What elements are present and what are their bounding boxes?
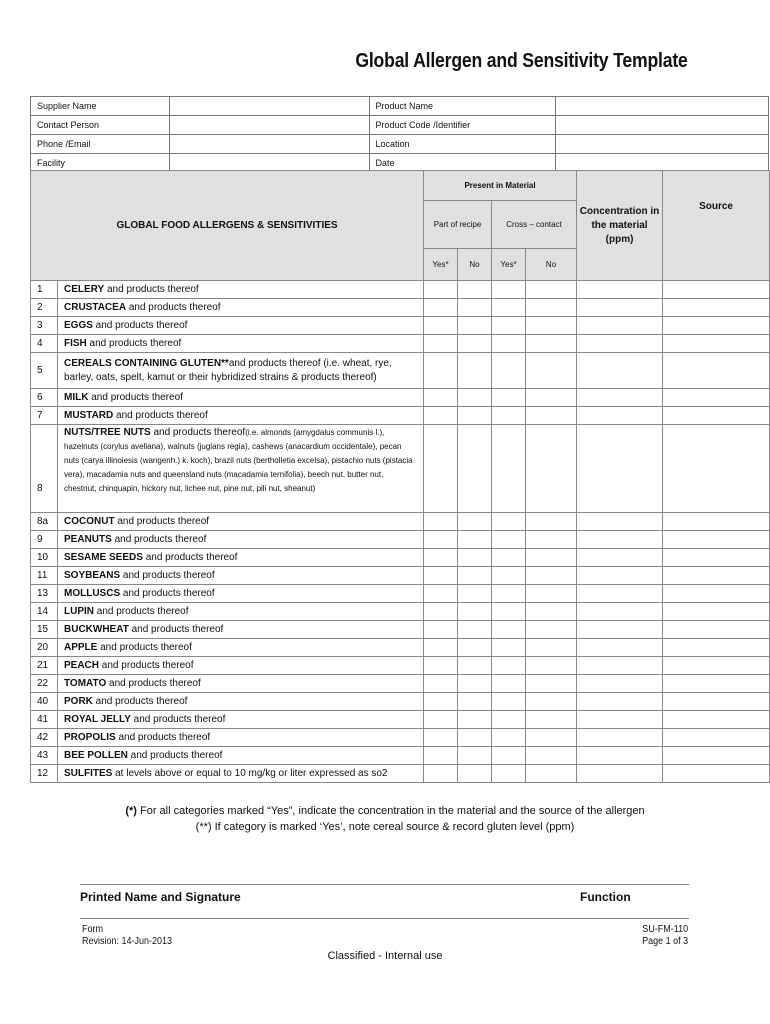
allergen-name bbox=[58, 531, 424, 549]
present-in-material-header: Present in Material bbox=[424, 171, 577, 201]
cross-yes-header: Yes* bbox=[492, 249, 526, 281]
source-cell[interactable] bbox=[663, 657, 770, 675]
allergen-name bbox=[58, 603, 424, 621]
allergen-name bbox=[58, 675, 424, 693]
cross-no-cell[interactable] bbox=[526, 585, 577, 603]
recipe-yes-cell[interactable] bbox=[424, 353, 458, 389]
cross-yes-cell[interactable] bbox=[492, 765, 526, 783]
note-marker: (*) bbox=[125, 805, 137, 817]
allergen-label: MOLLUSCS bbox=[64, 587, 121, 599]
recipe-yes-cell[interactable] bbox=[424, 585, 458, 603]
allergen-name bbox=[58, 281, 424, 299]
phone-email-label: Phone /Email bbox=[31, 135, 170, 154]
concentration-cell[interactable] bbox=[577, 281, 663, 299]
cross-yes-cell[interactable] bbox=[492, 657, 526, 675]
source-cell[interactable] bbox=[663, 621, 770, 639]
concentration-cell[interactable] bbox=[577, 567, 663, 585]
allergen-description: and products thereof bbox=[128, 623, 224, 635]
allergen-label: SOYBEANS bbox=[64, 569, 121, 581]
concentration-cell[interactable] bbox=[577, 603, 663, 621]
allergen-number: 8a bbox=[31, 513, 58, 531]
allergen-number: 13 bbox=[31, 585, 58, 603]
allergen-description: and products thereof bbox=[114, 515, 210, 527]
allergen-row bbox=[31, 425, 770, 513]
allergen-label: APPLE bbox=[64, 641, 98, 653]
cross-yes-cell[interactable] bbox=[492, 299, 526, 317]
recipe-yes-cell[interactable] bbox=[424, 603, 458, 621]
concentration-cell[interactable] bbox=[577, 621, 663, 639]
cross-no-cell[interactable] bbox=[526, 729, 577, 747]
recipe-no-cell[interactable] bbox=[458, 299, 492, 317]
allergen-description: and products thereof bbox=[130, 713, 226, 725]
allergen-number: 21 bbox=[31, 657, 58, 675]
allergen-row bbox=[31, 389, 770, 407]
allergen-description: and products thereof bbox=[150, 427, 246, 438]
recipe-no-cell[interactable] bbox=[458, 567, 492, 585]
concentration-cell[interactable] bbox=[577, 407, 663, 425]
product-code-field[interactable] bbox=[556, 116, 769, 135]
cross-no-cell[interactable] bbox=[526, 621, 577, 639]
allergen-name bbox=[58, 549, 424, 567]
allergen-name bbox=[58, 407, 424, 425]
allergen-description: and products thereof bbox=[120, 569, 215, 581]
cross-yes-cell[interactable] bbox=[492, 693, 526, 711]
allergen-name bbox=[58, 317, 424, 335]
location-label: Location bbox=[369, 135, 556, 154]
source-cell[interactable] bbox=[663, 747, 770, 765]
allergen-row bbox=[31, 639, 770, 657]
cross-yes-cell[interactable] bbox=[492, 425, 526, 513]
allergen-description: and products thereof bbox=[99, 659, 194, 671]
recipe-yes-cell[interactable] bbox=[424, 657, 458, 675]
allergen-label: PEACH bbox=[64, 659, 100, 671]
concentration-cell[interactable] bbox=[577, 317, 663, 335]
recipe-no-cell[interactable] bbox=[458, 407, 492, 425]
recipe-no-cell[interactable] bbox=[458, 585, 492, 603]
footer-code: SU-FM-110 bbox=[642, 924, 688, 935]
allergen-description: and products thereof bbox=[142, 551, 238, 563]
allergen-row bbox=[31, 335, 770, 353]
source-cell[interactable] bbox=[663, 317, 770, 335]
note-line-1 bbox=[0, 803, 770, 819]
cross-no-cell[interactable] bbox=[526, 407, 577, 425]
allergen-name bbox=[58, 693, 424, 711]
allergen-description: and products thereof (i.e. wheat, rye, barley, oats, spelt, kamut or their hybridized strains & products thereof) bbox=[64, 357, 392, 383]
cross-no-cell[interactable] bbox=[526, 425, 577, 513]
cross-no-cell[interactable] bbox=[526, 389, 577, 407]
recipe-no-cell[interactable] bbox=[458, 425, 492, 513]
allergen-name bbox=[58, 657, 424, 675]
supplier-info-table bbox=[30, 96, 769, 173]
cross-yes-cell[interactable] bbox=[492, 317, 526, 335]
cross-yes-cell[interactable] bbox=[492, 513, 526, 531]
allergens-header: GLOBAL FOOD ALLERGENS & SENSITIVITIES bbox=[31, 171, 424, 281]
allergen-label: COCONUT bbox=[64, 515, 115, 527]
allergen-number: 22 bbox=[31, 675, 58, 693]
allergen-number: 11 bbox=[31, 567, 58, 585]
cross-yes-cell[interactable] bbox=[492, 407, 526, 425]
allergen-row bbox=[31, 729, 770, 747]
recipe-yes-cell[interactable] bbox=[424, 281, 458, 299]
recipe-no-cell[interactable] bbox=[458, 513, 492, 531]
allergen-label: TOMATO bbox=[64, 677, 107, 689]
allergen-label: SESAME SEEDS bbox=[64, 551, 143, 563]
cross-yes-cell[interactable] bbox=[492, 335, 526, 353]
concentration-cell[interactable] bbox=[577, 729, 663, 747]
allergen-row bbox=[31, 299, 770, 317]
allergen-name bbox=[58, 621, 424, 639]
note-line-2: (**) If category is marked ‘Yes’, note cereal source & record gluten level (ppm) bbox=[195, 821, 575, 833]
cross-yes-cell[interactable] bbox=[492, 281, 526, 299]
cross-yes-cell[interactable] bbox=[492, 567, 526, 585]
cross-no-cell[interactable] bbox=[526, 549, 577, 567]
allergen-description: and products thereof bbox=[104, 283, 199, 295]
source-cell[interactable] bbox=[663, 711, 770, 729]
allergen-table bbox=[30, 170, 770, 783]
cross-no-cell[interactable] bbox=[526, 353, 577, 389]
concentration-cell[interactable] bbox=[577, 389, 663, 407]
cross-no-cell[interactable] bbox=[526, 639, 577, 657]
allergen-description: and products thereof bbox=[86, 337, 182, 349]
footer-revision: Revision: 14-Jun-2013 bbox=[82, 936, 173, 947]
recipe-yes-cell[interactable] bbox=[424, 729, 458, 747]
cross-yes-cell[interactable] bbox=[492, 711, 526, 729]
concentration-cell[interactable] bbox=[577, 531, 663, 549]
allergen-row bbox=[31, 747, 770, 765]
cross-yes-cell[interactable] bbox=[492, 603, 526, 621]
allergen-label: ROYAL JELLY bbox=[64, 713, 131, 725]
allergen-number: 10 bbox=[31, 549, 58, 567]
product-code-label: Product Code /Identifier bbox=[369, 116, 556, 135]
concentration-cell[interactable] bbox=[577, 657, 663, 675]
cross-yes-cell[interactable] bbox=[492, 585, 526, 603]
cross-contact-header: Cross – contact bbox=[492, 201, 577, 249]
cross-no-cell[interactable] bbox=[526, 765, 577, 783]
allergen-number: 7 bbox=[31, 407, 58, 425]
allergen-description: and products thereof bbox=[127, 749, 223, 761]
contact-person-label: Contact Person bbox=[31, 116, 170, 135]
recipe-yes-cell[interactable] bbox=[424, 389, 458, 407]
source-cell[interactable] bbox=[663, 353, 770, 389]
allergen-name bbox=[58, 711, 424, 729]
allergen-row bbox=[31, 549, 770, 567]
cross-no-cell[interactable] bbox=[526, 693, 577, 711]
cross-no-cell[interactable] bbox=[526, 299, 577, 317]
recipe-yes-cell[interactable] bbox=[424, 317, 458, 335]
concentration-cell[interactable] bbox=[577, 513, 663, 531]
allergen-number: 8 bbox=[31, 425, 58, 513]
recipe-no-header: No bbox=[458, 249, 492, 281]
concentration-header: Concentration in the material (ppm) bbox=[577, 171, 663, 281]
allergen-name bbox=[58, 765, 424, 783]
recipe-no-cell[interactable] bbox=[458, 281, 492, 299]
cross-yes-cell[interactable] bbox=[492, 549, 526, 567]
concentration-cell[interactable] bbox=[577, 711, 663, 729]
footer-classification: Classified - Internal use bbox=[327, 950, 443, 962]
source-cell[interactable] bbox=[663, 585, 770, 603]
source-cell[interactable] bbox=[663, 549, 770, 567]
product-name-label: Product Name bbox=[369, 97, 556, 116]
facility-label: Facility bbox=[31, 154, 170, 173]
recipe-no-cell[interactable] bbox=[458, 317, 492, 335]
concentration-cell[interactable] bbox=[577, 585, 663, 603]
cross-yes-cell[interactable] bbox=[492, 675, 526, 693]
allergen-number: 5 bbox=[31, 353, 58, 389]
source-cell[interactable] bbox=[663, 603, 770, 621]
cross-yes-cell[interactable] bbox=[492, 729, 526, 747]
cross-no-cell[interactable] bbox=[526, 281, 577, 299]
allergen-description: and products thereof bbox=[106, 677, 201, 689]
allergen-row bbox=[31, 657, 770, 675]
concentration-cell[interactable] bbox=[577, 549, 663, 567]
allergen-number: 3 bbox=[31, 317, 58, 335]
allergen-description: and products thereof bbox=[113, 409, 208, 421]
cross-yes-cell[interactable] bbox=[492, 389, 526, 407]
signature-line bbox=[80, 884, 689, 885]
concentration-cell[interactable] bbox=[577, 693, 663, 711]
allergen-label: MUSTARD bbox=[64, 409, 114, 421]
recipe-yes-cell[interactable] bbox=[424, 513, 458, 531]
recipe-no-cell[interactable] bbox=[458, 639, 492, 657]
allergen-label: CRUSTACEA bbox=[64, 301, 127, 313]
allergen-label: MILK bbox=[64, 391, 89, 403]
allergen-label: PEANUTS bbox=[64, 533, 112, 545]
allergen-number: 40 bbox=[31, 693, 58, 711]
allergen-name bbox=[58, 513, 424, 531]
allergen-row bbox=[31, 675, 770, 693]
concentration-cell[interactable] bbox=[577, 639, 663, 657]
page-title: Global Allergen and Sensitivity Template bbox=[355, 50, 688, 72]
footer-form: Form bbox=[82, 924, 104, 935]
allergen-number: 14 bbox=[31, 603, 58, 621]
contact-person-field[interactable] bbox=[169, 116, 369, 135]
allergen-number: 2 bbox=[31, 299, 58, 317]
source-cell[interactable] bbox=[663, 693, 770, 711]
recipe-yes-cell[interactable] bbox=[424, 549, 458, 567]
part-of-recipe-header: Part of recipe bbox=[424, 201, 492, 249]
source-cell[interactable] bbox=[663, 639, 770, 657]
nuts-detail: (i.e. almonds (amygdalus communis l.), hazelnuts (corylus avellana), walnuts (juglans regia), cashews (anacardium occidentale), pecan nuts (carya illinoiesis (wangenh.) k. koch), brazil nuts (bertholletia excelsa), pistachio nuts (pistacia vera), macadamia nuts and queensland nuts (macadamia ternifolia), beech nut, butter nut, chestnut, chinquapin, hickory nut, lichee nut, pine nut, pili nut, sheanut) bbox=[64, 428, 413, 493]
allergen-label: PROPOLIS bbox=[64, 731, 116, 743]
allergen-description: at levels above or equal to 10 mg/kg or liter expressed as so2 bbox=[112, 767, 388, 779]
cross-no-cell[interactable] bbox=[526, 657, 577, 675]
allergen-row bbox=[31, 281, 770, 299]
recipe-no-cell[interactable] bbox=[458, 603, 492, 621]
cross-yes-cell[interactable] bbox=[492, 621, 526, 639]
source-cell[interactable] bbox=[663, 729, 770, 747]
allergen-name bbox=[58, 747, 424, 765]
allergen-number: 41 bbox=[31, 711, 58, 729]
note-text-1: For all categories marked “Yes”, indicate the concentration in the material and the source of the allergen bbox=[136, 805, 645, 817]
recipe-no-cell[interactable] bbox=[458, 765, 492, 783]
allergen-label: NUTS/TREE NUTS bbox=[64, 427, 151, 438]
allergen-label: PORK bbox=[64, 695, 93, 707]
source-cell[interactable] bbox=[663, 425, 770, 513]
concentration-cell[interactable] bbox=[577, 353, 663, 389]
recipe-yes-cell[interactable] bbox=[424, 765, 458, 783]
allergen-name bbox=[58, 353, 424, 389]
source-cell[interactable] bbox=[663, 281, 770, 299]
allergen-label: LUPIN bbox=[64, 605, 94, 617]
footer-left bbox=[82, 924, 172, 948]
allergen-row bbox=[31, 513, 770, 531]
cross-yes-cell[interactable] bbox=[492, 531, 526, 549]
allergen-row bbox=[31, 603, 770, 621]
printed-name-label: Printed Name and Signature bbox=[80, 890, 241, 904]
allergen-name bbox=[58, 567, 424, 585]
cross-no-cell[interactable] bbox=[526, 531, 577, 549]
allergen-name bbox=[58, 299, 424, 317]
recipe-yes-cell[interactable] bbox=[424, 531, 458, 549]
recipe-yes-cell[interactable] bbox=[424, 407, 458, 425]
allergen-number: 9 bbox=[31, 531, 58, 549]
cross-no-cell[interactable] bbox=[526, 747, 577, 765]
cross-no-cell[interactable] bbox=[526, 335, 577, 353]
allergen-number: 6 bbox=[31, 389, 58, 407]
source-cell[interactable] bbox=[663, 513, 770, 531]
supplier-name-label: Supplier Name bbox=[31, 97, 170, 116]
allergen-row bbox=[31, 317, 770, 335]
footer-divider bbox=[80, 918, 689, 919]
allergen-label: SULFITES bbox=[64, 767, 113, 779]
concentration-cell[interactable] bbox=[577, 675, 663, 693]
allergen-description: and products thereof bbox=[111, 533, 207, 545]
allergen-description: and products thereof bbox=[88, 391, 183, 403]
allergen-name bbox=[58, 639, 424, 657]
recipe-yes-cell[interactable] bbox=[424, 639, 458, 657]
recipe-no-cell[interactable] bbox=[458, 549, 492, 567]
recipe-no-cell[interactable] bbox=[458, 389, 492, 407]
allergen-label: CELERY bbox=[64, 283, 105, 295]
recipe-no-cell[interactable] bbox=[458, 657, 492, 675]
allergen-row bbox=[31, 693, 770, 711]
concentration-cell[interactable] bbox=[577, 747, 663, 765]
recipe-yes-cell[interactable] bbox=[424, 621, 458, 639]
allergen-number: 20 bbox=[31, 639, 58, 657]
footer-page: Page 1 of 3 bbox=[641, 936, 688, 947]
allergen-row bbox=[31, 353, 770, 389]
recipe-yes-cell[interactable] bbox=[424, 299, 458, 317]
source-cell[interactable] bbox=[663, 531, 770, 549]
allergen-label: BUCKWHEAT bbox=[64, 623, 129, 635]
allergen-description: and products thereof bbox=[97, 641, 192, 653]
allergen-row bbox=[31, 531, 770, 549]
cross-yes-cell[interactable] bbox=[492, 747, 526, 765]
cross-no-cell[interactable] bbox=[526, 513, 577, 531]
cross-no-cell[interactable] bbox=[526, 603, 577, 621]
concentration-cell[interactable] bbox=[577, 335, 663, 353]
source-cell[interactable] bbox=[663, 335, 770, 353]
product-name-field[interactable] bbox=[556, 97, 769, 116]
allergen-label: FISH bbox=[64, 337, 87, 349]
allergen-description: and products thereof bbox=[126, 301, 221, 313]
allergen-number: 1 bbox=[31, 281, 58, 299]
allergen-row bbox=[31, 585, 770, 603]
allergen-row bbox=[31, 567, 770, 585]
supplier-name-field[interactable] bbox=[169, 97, 369, 116]
allergen-number: 43 bbox=[31, 747, 58, 765]
allergen-row bbox=[31, 765, 770, 783]
location-field[interactable] bbox=[556, 135, 769, 154]
notes bbox=[0, 803, 770, 835]
recipe-no-cell[interactable] bbox=[458, 693, 492, 711]
date-label: Date bbox=[369, 154, 556, 173]
allergen-row bbox=[31, 711, 770, 729]
source-cell[interactable] bbox=[663, 407, 770, 425]
recipe-no-cell[interactable] bbox=[458, 747, 492, 765]
recipe-no-cell[interactable] bbox=[458, 711, 492, 729]
allergen-number: 42 bbox=[31, 729, 58, 747]
allergen-name bbox=[58, 335, 424, 353]
recipe-yes-cell[interactable] bbox=[424, 747, 458, 765]
recipe-no-cell[interactable] bbox=[458, 531, 492, 549]
source-cell[interactable] bbox=[663, 675, 770, 693]
recipe-yes-header: Yes* bbox=[424, 249, 458, 281]
allergen-name bbox=[58, 585, 424, 603]
cross-no-cell[interactable] bbox=[526, 567, 577, 585]
allergen-row bbox=[31, 407, 770, 425]
cross-no-header: No bbox=[526, 249, 577, 281]
allergen-description: and products thereof bbox=[92, 695, 188, 707]
recipe-yes-cell[interactable] bbox=[424, 425, 458, 513]
allergen-name bbox=[58, 729, 424, 747]
cross-yes-cell[interactable] bbox=[492, 353, 526, 389]
allergen-name bbox=[58, 425, 424, 513]
allergen-number: 4 bbox=[31, 335, 58, 353]
recipe-yes-cell[interactable] bbox=[424, 335, 458, 353]
recipe-no-cell[interactable] bbox=[458, 675, 492, 693]
recipe-yes-cell[interactable] bbox=[424, 567, 458, 585]
concentration-cell[interactable] bbox=[577, 299, 663, 317]
allergen-description: and products thereof bbox=[92, 319, 188, 331]
allergen-number: 15 bbox=[31, 621, 58, 639]
cross-yes-cell[interactable] bbox=[492, 639, 526, 657]
recipe-no-cell[interactable] bbox=[458, 729, 492, 747]
allergen-number: 12 bbox=[31, 765, 58, 783]
cross-no-cell[interactable] bbox=[526, 711, 577, 729]
source-cell[interactable] bbox=[663, 389, 770, 407]
allergen-label: CEREALS CONTAINING GLUTEN** bbox=[64, 357, 229, 369]
allergen-label: BEE POLLEN bbox=[64, 749, 128, 761]
phone-email-field[interactable] bbox=[169, 135, 369, 154]
concentration-cell[interactable] bbox=[577, 425, 663, 513]
cross-no-cell[interactable] bbox=[526, 675, 577, 693]
function-label: Function bbox=[580, 890, 631, 904]
allergen-name bbox=[58, 389, 424, 407]
source-cell[interactable] bbox=[663, 567, 770, 585]
allergen-description: and products thereof bbox=[115, 731, 211, 743]
recipe-yes-cell[interactable] bbox=[424, 693, 458, 711]
footer-right bbox=[642, 924, 688, 948]
source-cell[interactable] bbox=[663, 765, 770, 783]
allergen-description: and products thereof bbox=[120, 587, 215, 599]
cross-no-cell[interactable] bbox=[526, 317, 577, 335]
recipe-no-cell[interactable] bbox=[458, 353, 492, 389]
allergen-label: EGGS bbox=[64, 319, 93, 331]
concentration-cell[interactable] bbox=[577, 765, 663, 783]
recipe-yes-cell[interactable] bbox=[424, 675, 458, 693]
recipe-no-cell[interactable] bbox=[458, 335, 492, 353]
allergen-description: and products thereof bbox=[94, 605, 189, 617]
allergen-row bbox=[31, 621, 770, 639]
source-header: Source bbox=[663, 171, 770, 281]
recipe-no-cell[interactable] bbox=[458, 621, 492, 639]
source-cell[interactable] bbox=[663, 299, 770, 317]
recipe-yes-cell[interactable] bbox=[424, 711, 458, 729]
